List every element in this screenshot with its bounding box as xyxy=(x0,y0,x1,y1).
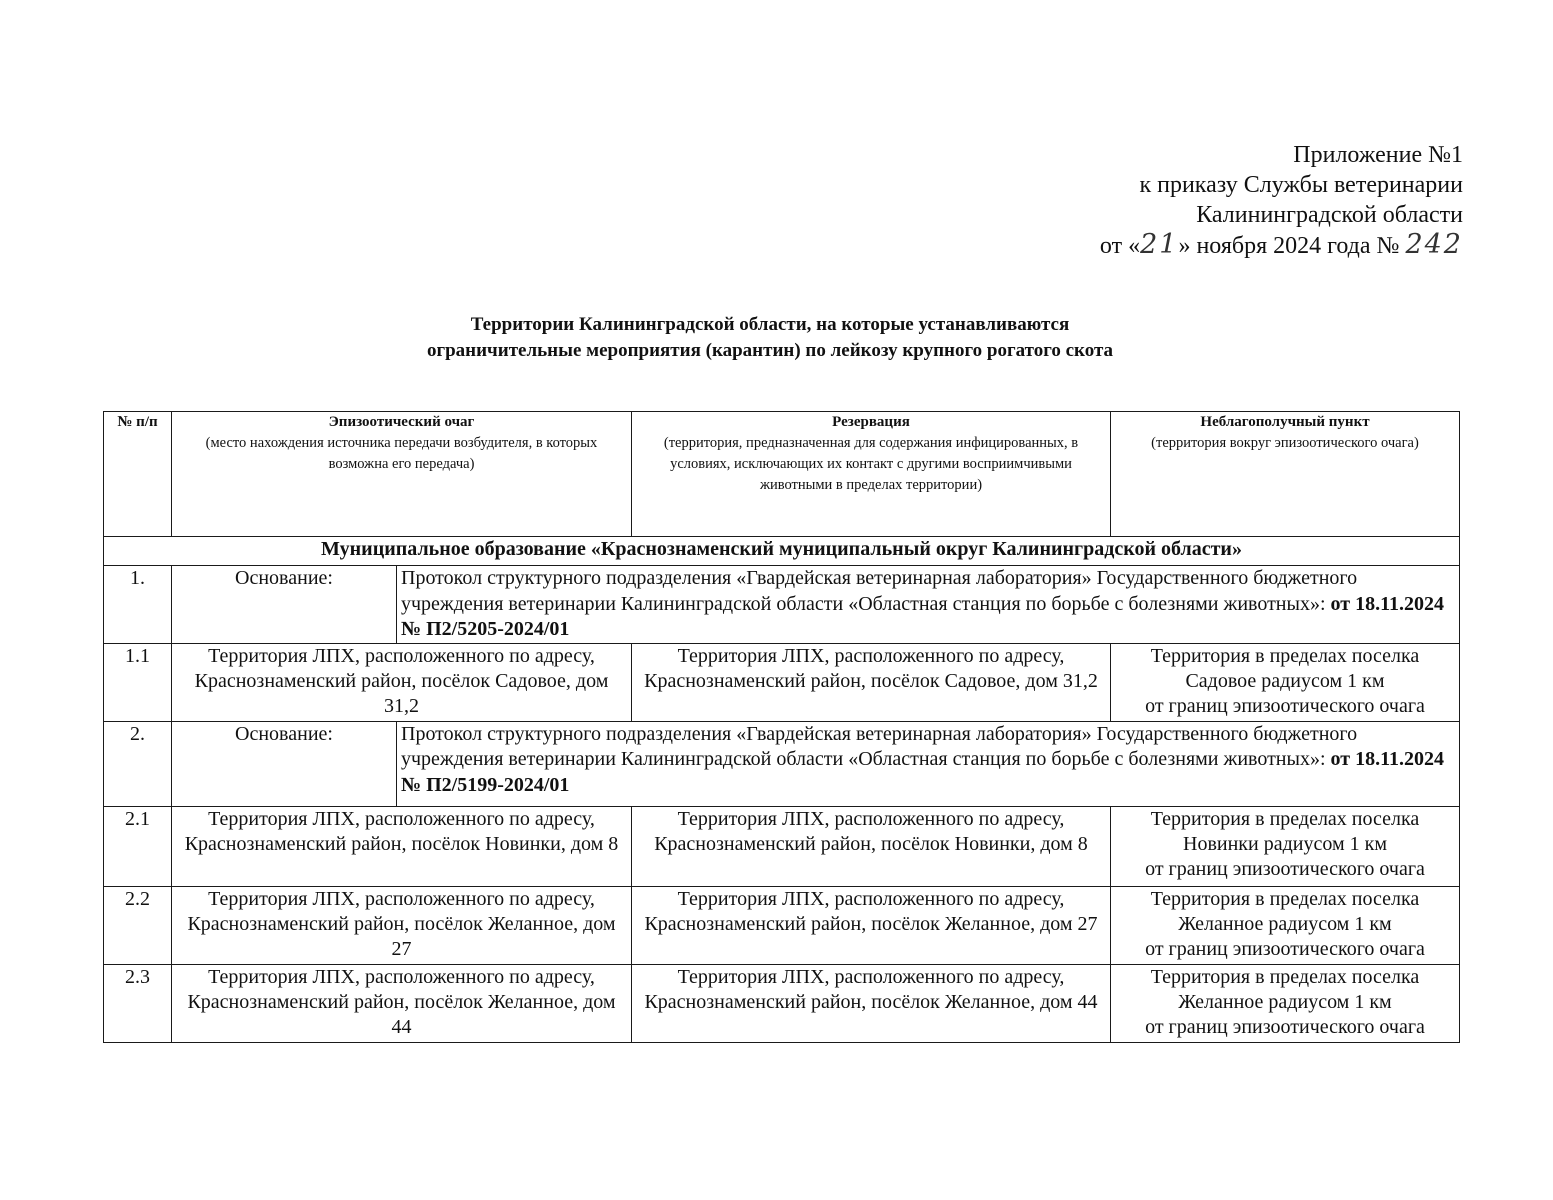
quarantine-table xyxy=(103,411,1460,1043)
affected-point-cell xyxy=(1111,964,1460,1042)
point-line-3: от границ эпизоотического очага xyxy=(1145,937,1425,960)
reservation-cell: Территория ЛПХ, расположенного по адресу, Краснознаменский район, посёлок Желанное, дом 44 xyxy=(632,964,1111,1042)
header-cell xyxy=(172,412,632,537)
basis-text xyxy=(397,566,1460,644)
row-number: 2.2 xyxy=(104,886,172,964)
basis-protocol: Протокол структурного подразделения «Гвардейская ветеринарная лаборатория» Государственного бюджетного учреждения ветеринарии Калининградской области «Областная станция по борьбе с болезнями животных»: xyxy=(401,567,1358,615)
affected-point-cell xyxy=(1111,643,1460,721)
basis-label: Основание: xyxy=(172,566,397,644)
focus-cell: Территория ЛПХ, расположенного по адресу, Краснознаменский район, посёлок Желанное, дом 27 xyxy=(172,886,632,964)
group-number: 2. xyxy=(104,721,172,806)
municipality-name: Муниципальное образование «Краснознаменский муниципальный округ Калининградской области» xyxy=(104,537,1460,566)
point-line-3: от границ эпизоотического очага xyxy=(1145,694,1425,717)
point-line-3: от границ эпизоотического очага xyxy=(1145,1015,1425,1038)
header-description: (место нахождения источника передачи возбудителя, в которых возможна его передача) xyxy=(205,435,598,472)
row-number: 2.3 xyxy=(104,964,172,1042)
header-title: Резервация xyxy=(832,414,910,430)
appendix-block xyxy=(943,140,1463,261)
focus-cell: Территория ЛПХ, расположенного по адресу, Краснознаменский район, посёлок Желанное, дом 44 xyxy=(172,964,632,1042)
basis-row xyxy=(104,721,1460,806)
handwritten-number: 242 xyxy=(1405,229,1463,260)
municipality-row xyxy=(104,537,1460,566)
table-row xyxy=(104,886,1460,964)
affected-point-cell xyxy=(1111,886,1460,964)
affected-point-cell xyxy=(1111,806,1460,886)
table-row xyxy=(104,643,1460,721)
header-title: Эпизоотический очаг xyxy=(328,414,475,430)
appendix-order-line: к приказу Службы ветеринарии xyxy=(1139,172,1463,198)
point-line-1: Территория в пределах поселка xyxy=(1150,965,1420,988)
header-cell xyxy=(104,412,172,537)
appendix-date-line xyxy=(943,230,1463,261)
title-line-1: Территории Калининградской области, на которые устанавливаются xyxy=(470,314,1070,335)
point-line-2: Желанное радиусом 1 км xyxy=(1178,990,1392,1013)
point-line-2: Желанное радиусом 1 км xyxy=(1178,912,1392,935)
document-title xyxy=(220,312,1320,364)
header-row xyxy=(104,412,1460,537)
group-number: 1. xyxy=(104,566,172,644)
reservation-cell: Территория ЛПХ, расположенного по адресу, Краснознаменский район, посёлок Новинки, дом 8 xyxy=(632,806,1111,886)
table-row xyxy=(104,964,1460,1042)
focus-cell: Территория ЛПХ, расположенного по адресу, Краснознаменский район, посёлок Новинки, дом 8 xyxy=(172,806,632,886)
point-line-1: Территория в пределах поселка xyxy=(1150,887,1420,910)
point-line-1: Территория в пределах поселка xyxy=(1150,644,1420,667)
header-description: (территория вокруг эпизоотического очага) xyxy=(1151,435,1419,451)
appendix-region-line: Калининградской области xyxy=(1196,202,1463,228)
point-line-2: Новинки радиусом 1 км xyxy=(1183,832,1387,855)
table-row xyxy=(104,806,1460,886)
point-line-1: Территория в пределах поселка xyxy=(1150,807,1420,830)
basis-row xyxy=(104,566,1460,644)
point-line-2: Садовое радиусом 1 км xyxy=(1185,669,1385,692)
header-cell xyxy=(1111,412,1460,537)
appendix-title: Приложение №1 xyxy=(1293,142,1463,168)
header-cell xyxy=(632,412,1111,537)
basis-protocol: Протокол структурного подразделения «Гвардейская ветеринарная лаборатория» Государственного бюджетного учреждения ветеринарии Калининградской области «Областная станция по борьбе с болезнями животных»: xyxy=(401,722,1358,770)
point-line-3: от границ эпизоотического очага xyxy=(1145,857,1425,880)
date-middle: » ноября 2024 года № xyxy=(1178,233,1400,259)
reservation-cell: Территория ЛПХ, расположенного по адресу, Краснознаменский район, посёлок Садовое, дом 31,2 xyxy=(632,643,1111,721)
date-prefix: от « xyxy=(1099,233,1141,259)
reservation-cell: Территория ЛПХ, расположенного по адресу, Краснознаменский район, посёлок Желанное, дом 27 xyxy=(632,886,1111,964)
header-title: № п/п xyxy=(117,414,158,430)
basis-reference: от 18.11.2024 № П2/5199-2024/01 xyxy=(401,748,1444,796)
focus-cell: Территория ЛПХ, расположенного по адресу, Краснознаменский район, посёлок Садовое, дом 31,2 xyxy=(172,643,632,721)
table-body xyxy=(104,412,1460,1043)
header-title: Неблагополучный пункт xyxy=(1200,414,1370,430)
title-line-2: ограничительные мероприятия (карантин) по лейкозу крупного рогатого скота xyxy=(426,340,1114,361)
handwritten-day: 21 xyxy=(1140,229,1179,260)
header-description: (территория, предназначенная для содержания инфицированных, в условиях, исключающих их контакт с другими восприимчивыми животными в пределах территории) xyxy=(663,435,1079,493)
basis-text xyxy=(397,721,1460,806)
basis-label: Основание: xyxy=(172,721,397,806)
row-number: 2.1 xyxy=(104,806,172,886)
row-number: 1.1 xyxy=(104,643,172,721)
basis-reference: от 18.11.2024 № П2/5205-2024/01 xyxy=(401,592,1444,640)
